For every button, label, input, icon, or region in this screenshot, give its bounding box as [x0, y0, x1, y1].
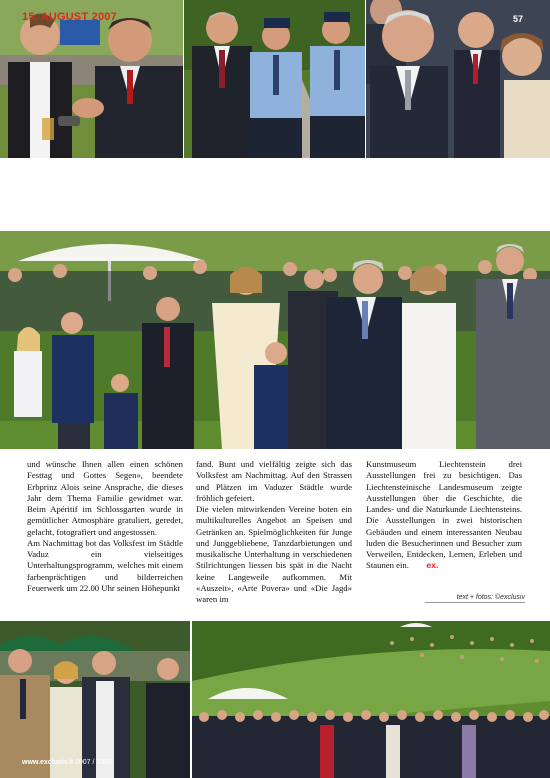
article-column-1 — [27, 459, 183, 594]
photo-bottom-left — [0, 621, 190, 778]
date-tag: 15. AUGUST 2007 — [22, 11, 117, 23]
article-column-3 — [366, 459, 522, 572]
page-number: 57 — [512, 14, 523, 24]
photo-credit: text + fotos: ©exclusiv — [425, 594, 525, 603]
article-paragraph: Die vielen mitwirkenden Vereine boten ein multikulturelles Angebot an Speisen und Getränken an. Spielmöglichkeiten für Junge und Junggebliebene, Tanzdarbietungen und musikalische Unterhaltung in verschiedenen Stilrichtungen liessen bis spät in die Nacht keine Langeweile aufkommen. Mit «Auszeit», «Arte Povera» und «Die Jagd» waren im — [196, 504, 352, 604]
end-mark: ex. — [426, 560, 439, 571]
article-paragraph: Am Nachmittag bot das Volksfest im Städtle Vaduz ein vielseitiges Unterhaltungsprogramm, welches mit einem farbenprächtigen und bilderreichen Feuerwerk um 22.00 Uhr seinen Höhepunkt — [27, 537, 183, 593]
footer — [22, 759, 112, 766]
photo-top-left — [0, 0, 183, 158]
footer-issue: 2007 / 2008 — [74, 759, 112, 766]
article-paragraph: fand. Bunt und vielfältig zeigte sich das Volksfest am Nachmittag. Auf den Strassen und Plätzen im Vaduzer Städtle wurde fröhlich gefeiert. — [196, 459, 352, 503]
article-paragraph — [366, 459, 522, 572]
footer-site: www.exclusiv.li — [22, 759, 73, 766]
photo-bottom-right — [192, 621, 550, 778]
article-paragraph: und wünsche Ihnen allen einen schönen Festtag und Gottes Segen», beendete Erbprinz Alois seine Ansprache, die dieses Jahr dem Thema Familie gewidmet war. Beim Apéritif im Schlossgarten wurde in gemütlicher Atmosphäre gratuliert, geredet, gelacht, fotografiert und angestossen. — [27, 459, 183, 537]
article-column-2 — [196, 459, 352, 605]
photo-group — [0, 231, 550, 449]
photo-top-middle — [184, 0, 365, 158]
article-text: Kunstmuseum Liechtenstein drei Ausstellungen frei zu besichtigen. Das Liechtensteinische Landesmuseum zeigte Ausstellungen über die Geschichte, die Landes- und die Naturkunde Liechtensteins. Die Ausstellungen in zwei historischen Gebäuden und einem interessanten Neubau luden die Besucherinnen und Besucher zum Verweilen, Entdecken, Lernen, Erleben und Staunen ein. — [366, 459, 522, 571]
